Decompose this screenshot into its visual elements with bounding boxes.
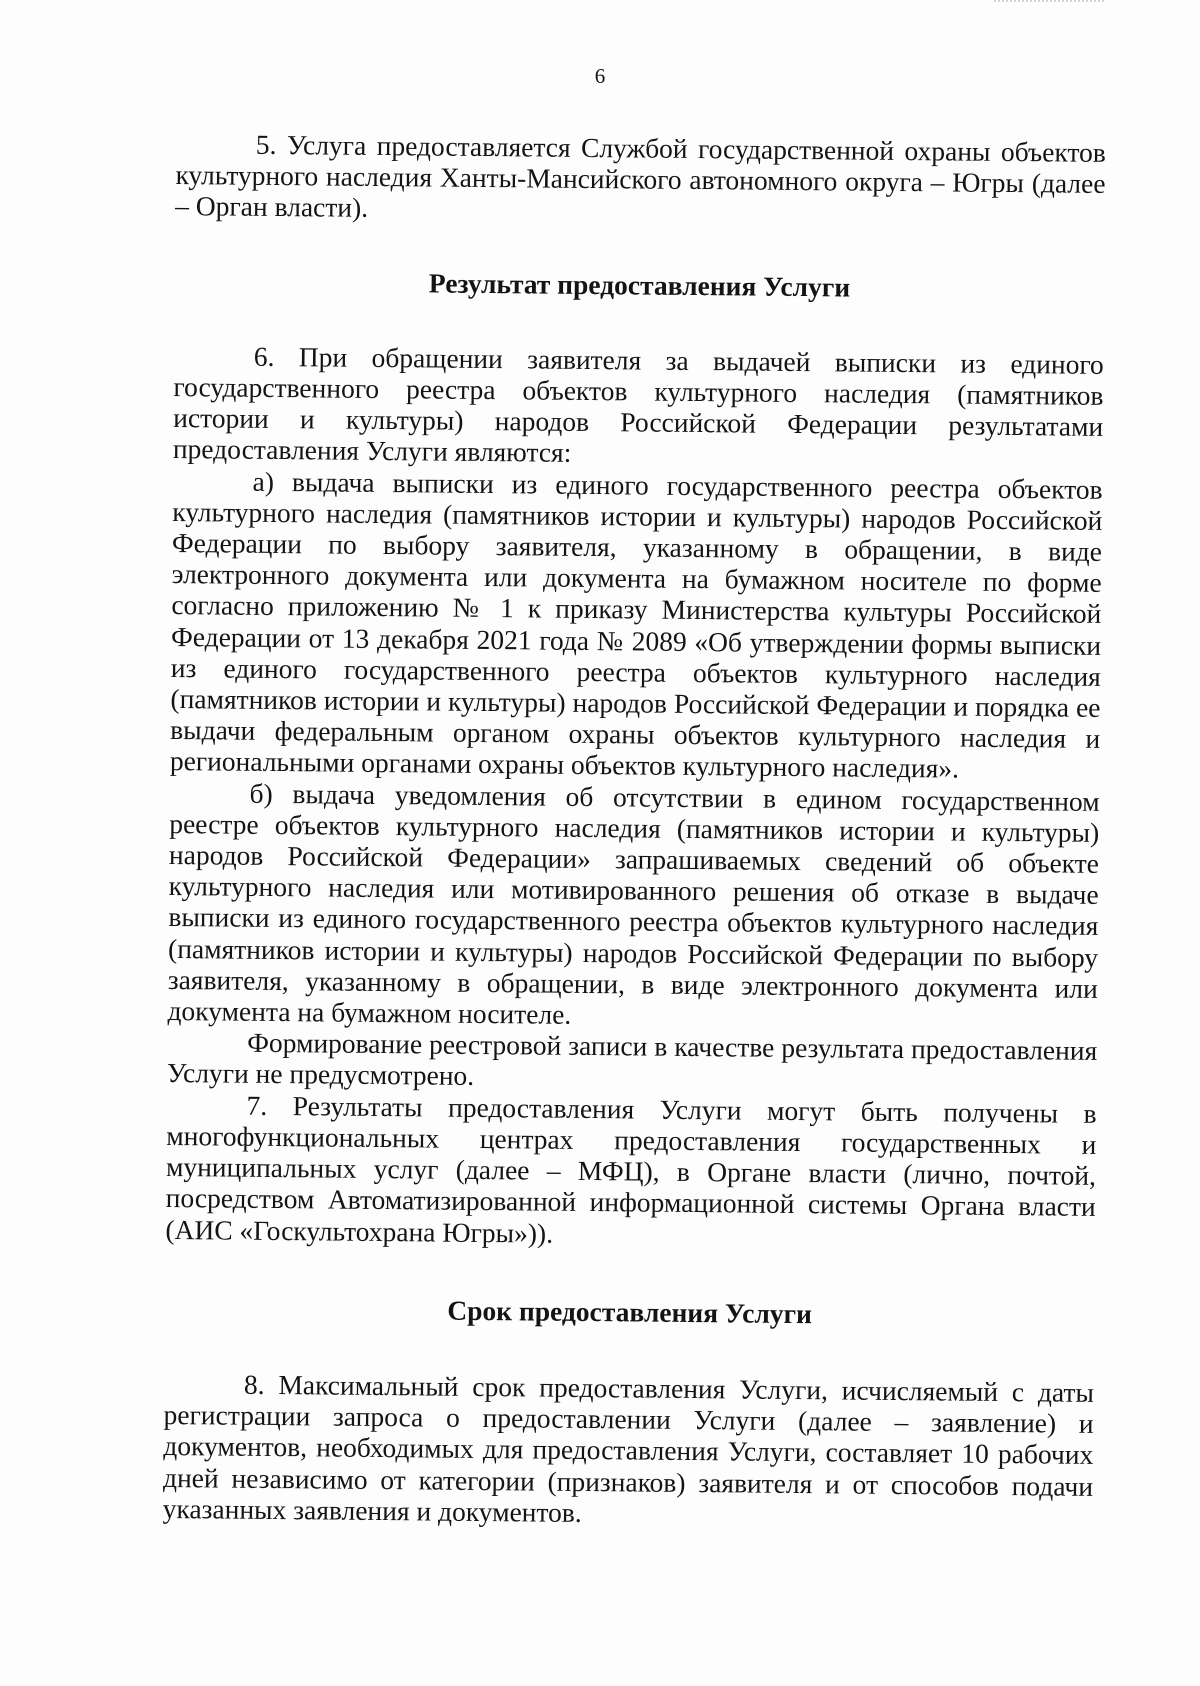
paragraph-8: 8. Максимальный срок предоставления Услуги, исчисляемый с даты регистрации запроса о предоставлении Услуги (далее – заявление) и документов, необходимых для предоставления Услуги, составляет 10 рабочих дней независимо от категории (признаков) заявителя и от способов подачи указанных заявления и документов. [162,1368,1095,1528]
document-body [163,128,1106,1533]
paragraph-5: 5. Услуга предоставляется Службой государственной охраны объектов культурного наследия Ханты-Мансийского автономного округа – Югры (далее – Орган власти). [175,128,1106,224]
paragraph-6a: а) выдача выписки из единого государственного реестра объектов культурного наследия (памятников истории и культуры) народов Российской Федерации по выбору заявителя, указанному в обращении, в виде электронного документа или документа на бумажном носителе по форме согласно приложению № 1 к приказу Министерства культуры Российской Федерации от 13 декабря 2021 года № 2089 «Об утверждении формы выписки из единого государственного реестра объектов культурного наследия (памятников истории и культуры) народов Российской Федерации и порядка ее выдачи федеральным органом охраны объектов культурного наследия и региональными органами охраны объектов культурного наследия». [169,465,1103,784]
heading-term: Срок предоставления Услуги [447,1294,813,1329]
paragraph-6b: б) выдача уведомления об отсутствии в едином государственном реестре объектов культурного наследия (памятников истории и культуры) народов Российской Федерации» запрашиваемых сведений об объекте культурного наследия или мотивированного решения об отказе в выдаче выписки из единого государственного реестра объектов культурного наследия (памятников истории и культуры) народов Российской Федерации по выбору заявителя, указанному в обращении, в виде электронного документа или документа на бумажном носителе. [167,777,1100,1030]
heading-result: Результат предоставления Услуги [428,267,851,303]
paragraph-6: 6. При обращении заявителя за выдачей выписки из единого государственного реестра объектов культурного наследия (памятников истории и культуры) народов Российской Федерации результатами предоставления Услуги являются: [172,340,1104,469]
page-number: 6 [594,64,606,88]
paragraph-6-note: Формирование реестровой записи в качестве результата предоставления Услуги не предусмотрено. [166,1027,1098,1092]
paragraph-7: 7. Результаты предоставления Услуги могут быть получены в многофункциональных центрах предоставления государственных и муниципальных услуг (далее – МФЦ), в Органе власти (лично, почтой, посредством Автоматизированной информационной системы Органа власти (АИС «Госкультохрана Югры»)). [165,1089,1097,1249]
scan-artifact [994,0,1104,8]
